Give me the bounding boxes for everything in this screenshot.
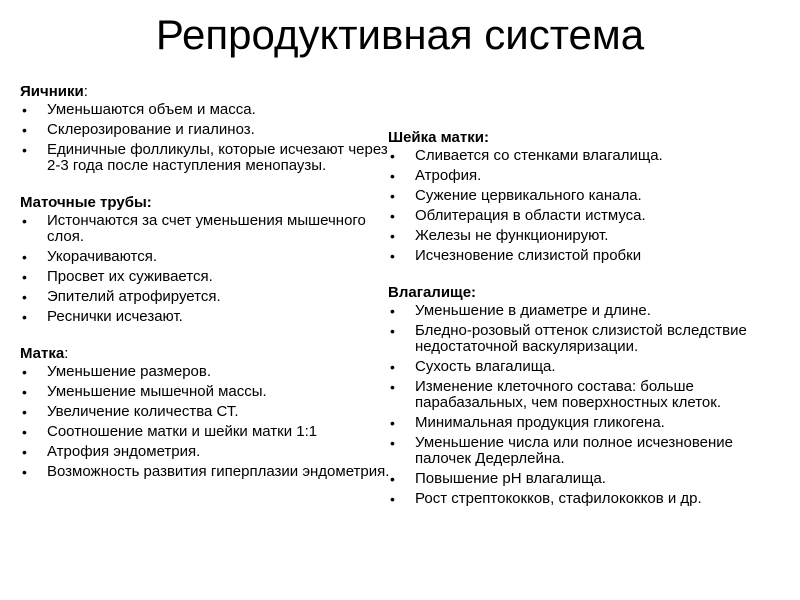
list-item <box>388 303 788 319</box>
list-item <box>388 148 788 164</box>
list-item <box>388 323 788 355</box>
list-item <box>20 444 390 460</box>
list-item-text: • Сливается со стенками влагалища. <box>415 147 663 164</box>
list-item <box>20 424 390 440</box>
list-item-text: • Железы не функционируют. <box>415 227 609 244</box>
list-item-text: • Исчезновение слизистой пробки <box>415 247 642 264</box>
list-item <box>388 208 788 224</box>
right-column <box>388 128 788 526</box>
section-heading-text: Яичники <box>20 83 84 100</box>
list-item <box>388 379 788 411</box>
page-title: Репродуктивная система <box>155 11 645 58</box>
list-item-text: • Возможность развития гиперплазии эндометрия. <box>47 463 390 480</box>
list-item-text: • Сухость влагалища. <box>415 358 556 375</box>
section-heading-text: Матка <box>20 345 65 362</box>
list-item-text: • Атрофия эндометрия. <box>47 443 201 460</box>
list-item <box>388 168 788 184</box>
section-heading-text: Маточные трубы: <box>20 194 152 211</box>
list-item <box>388 188 788 204</box>
list-item-text: • Минимальная продукция гликогена. <box>415 414 665 431</box>
list-item <box>20 309 390 325</box>
list-item <box>388 491 788 507</box>
section-heading <box>20 193 390 213</box>
section-heading-text: Шейка матки: <box>388 129 489 146</box>
list-item <box>20 269 390 285</box>
section-heading <box>388 128 788 148</box>
list-item <box>388 415 788 431</box>
list-item-text: • Увеличение количества СТ. <box>47 403 239 420</box>
list-item-text: • Рост стрептококков, стафилококков и др. <box>415 490 702 507</box>
list-item <box>20 122 390 138</box>
list-item-text: • Облитерация в области истмуса. <box>415 207 646 224</box>
list-item <box>20 384 390 400</box>
section-heading <box>388 283 788 303</box>
list-item <box>388 471 788 487</box>
section-heading-text: Влагалище: <box>388 284 477 301</box>
list-item-text: • Сужение цервикального канала. <box>415 187 642 204</box>
section-heading-suffix: : <box>64 345 69 362</box>
section-heading-suffix: : <box>83 83 88 100</box>
list-item-text: • Просвет их суживается. <box>47 268 213 285</box>
list-item <box>20 142 390 174</box>
list-item-text: • Соотношение матки и шейки матки 1:1 <box>47 423 318 440</box>
section <box>20 82 390 174</box>
list-item <box>20 464 390 480</box>
list-item <box>388 359 788 375</box>
list-item-text: • Эпителий атрофируется. <box>47 288 221 305</box>
list-item-text: • Уменьшение размеров. <box>47 363 212 380</box>
section <box>388 128 788 264</box>
list-item-text: • Повышение pH влагалища. <box>415 470 606 487</box>
list-item-text: • Уменьшаются объем и масса. <box>47 101 256 118</box>
list-item-text: • Реснички исчезают. <box>47 308 183 325</box>
list-item <box>20 213 390 245</box>
list-item <box>20 404 390 420</box>
section <box>20 193 390 325</box>
section <box>20 344 390 480</box>
list-item-text: • Истончаются за счет уменьшения мышечного слоя. <box>47 212 366 245</box>
list-item <box>20 364 390 380</box>
list-item <box>20 249 390 265</box>
section <box>388 283 788 507</box>
list-item-text: • Атрофия. <box>415 167 482 184</box>
list-item-text: • Склерозирование и гиалиноз. <box>47 121 255 138</box>
list-item <box>20 289 390 305</box>
list-item-text: • Уменьшение мышечной массы. <box>47 383 267 400</box>
list-item-text: • Уменьшение в диаметре и длине. <box>415 302 651 319</box>
list-item-text: • Изменение клеточного состава: больше парабазальных, чем поверхностных клеток. <box>415 378 722 411</box>
list-item <box>20 102 390 118</box>
list-item-text: • Единичные фолликулы, которые исчезают через 2-3 года после наступления менопаузы. <box>47 141 388 174</box>
list-item <box>388 248 788 264</box>
list-item <box>388 228 788 244</box>
list-item-text: • Бледно-розовый оттенок слизистой вследствие недостаточной васкуляризации. <box>415 322 747 355</box>
list-item <box>388 435 788 467</box>
left-column <box>20 82 390 499</box>
list-item-text: • Уменьшение числа или полное исчезновение палочек Дедерлейна. <box>415 434 734 467</box>
list-item-text: • Укорачиваются. <box>47 248 158 265</box>
section-heading <box>20 344 390 364</box>
section-heading <box>20 82 390 102</box>
